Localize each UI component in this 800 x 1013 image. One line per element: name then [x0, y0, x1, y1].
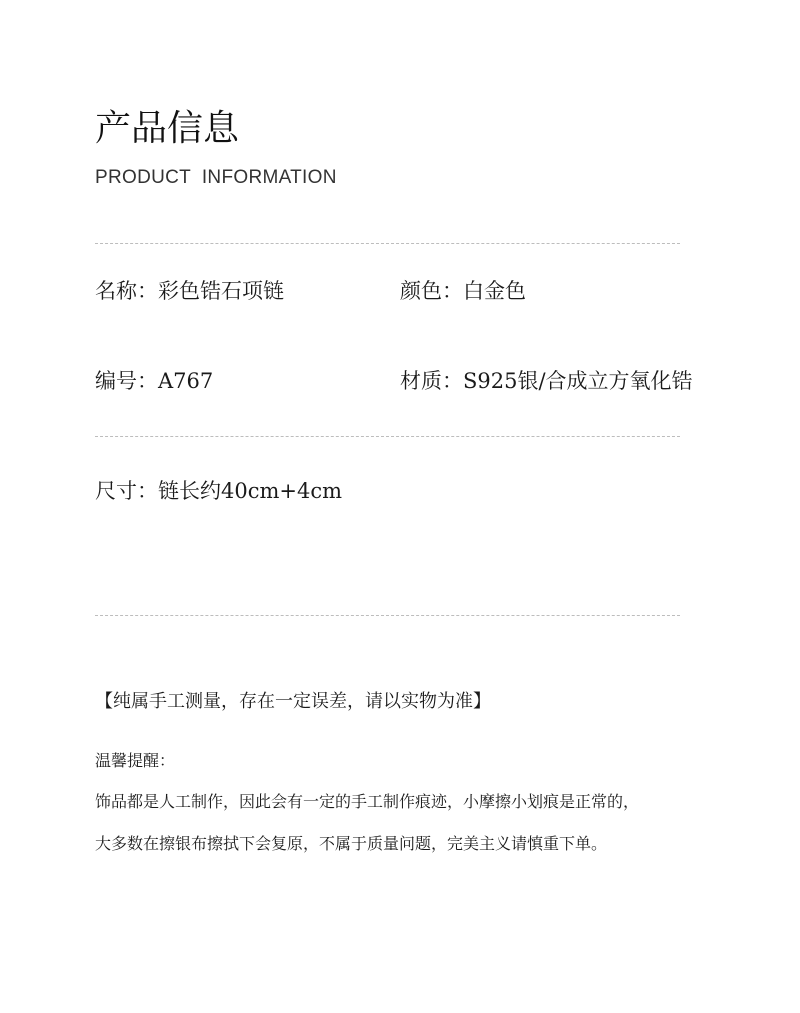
field-name	[95, 277, 284, 305]
field-code	[95, 367, 213, 395]
field-name-label: 名称：	[95, 279, 158, 303]
field-color-label: 颜色：	[400, 279, 463, 303]
field-material	[400, 367, 693, 395]
field-size-value: 链长约40cm+4cm	[158, 479, 343, 503]
page-subtitle: PRODUCT INFORMATION	[95, 167, 337, 188]
measurement-note: 【纯属手工测量，存在一定误差，请以实物为准】	[95, 691, 491, 712]
field-name-value: 彩色锆石项链	[158, 279, 284, 303]
field-size-label: 尺寸：	[95, 479, 158, 503]
field-code-value: A767	[158, 369, 214, 393]
field-material-label: 材质：	[400, 369, 463, 393]
field-size	[95, 477, 342, 505]
field-code-label: 编号：	[95, 369, 158, 393]
page-title: 产品信息	[95, 108, 240, 149]
divider	[95, 615, 680, 616]
divider	[95, 436, 680, 437]
field-color-value: 白金色	[463, 279, 526, 303]
tips-line: 饰品都是人工制作，因此会有一定的手工制作痕迹，小摩擦小划痕是正常的，	[95, 792, 640, 811]
field-material-value: S925银/合成立方氧化锆	[463, 369, 693, 393]
tips-title: 温馨提醒：	[95, 751, 176, 770]
tips-line: 大多数在擦银布擦拭下会复原，不属于质量问题，完美主义请慎重下单。	[95, 834, 608, 853]
field-color	[400, 277, 526, 305]
divider	[95, 243, 680, 244]
